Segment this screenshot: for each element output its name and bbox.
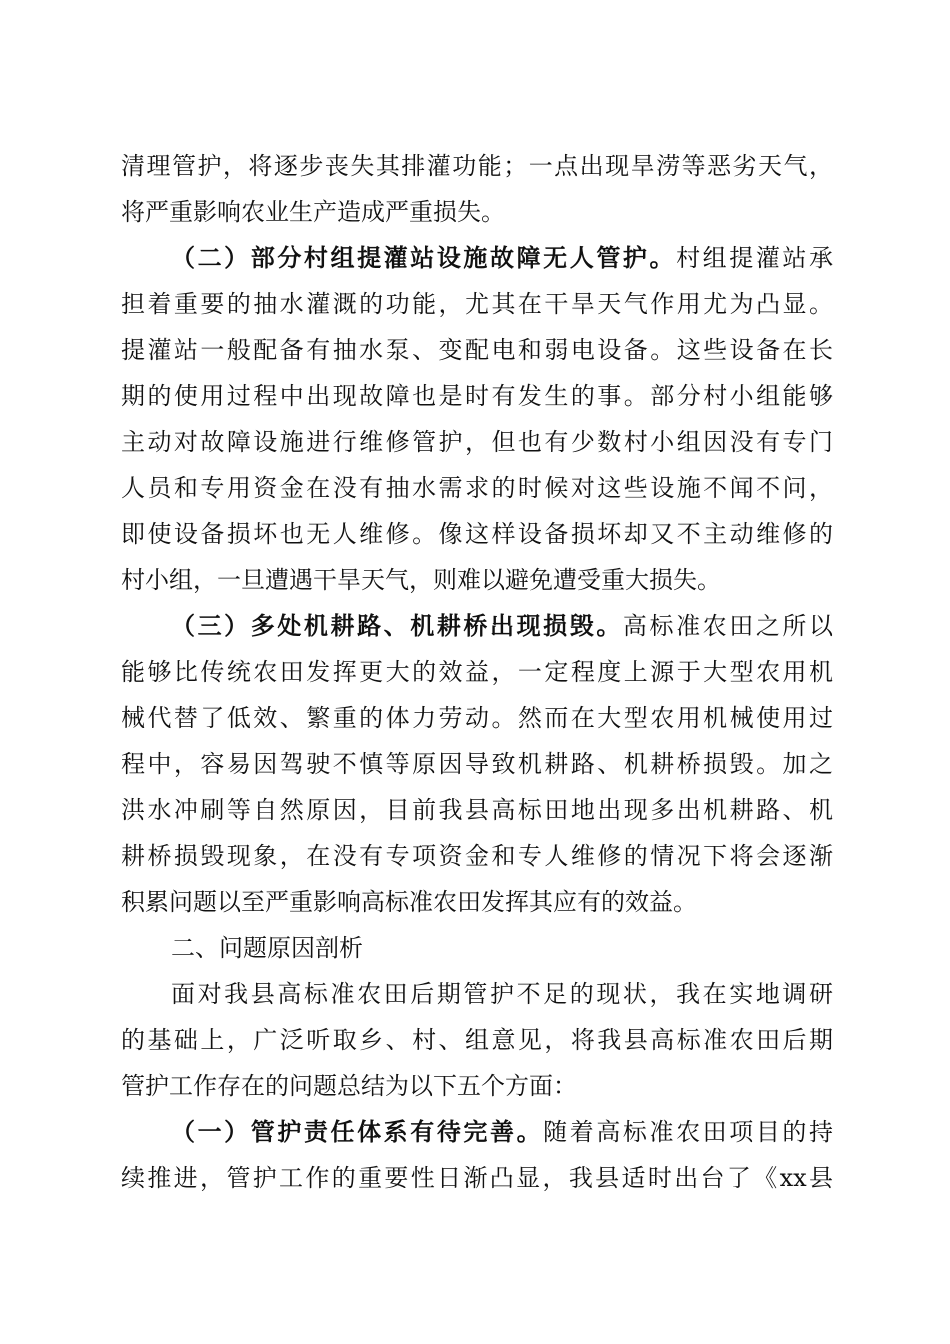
text-line: 清理管护，将逐步丧失其排灌功能；一点出现旱涝等恶劣天气， (121, 152, 833, 180)
paragraph-start (171, 1108, 833, 1156)
text-line: 耕桥损毁现象，在没有专项资金和专人维修的情况下将会逐渐 (121, 842, 833, 870)
text-line: 即使设备损坏也无人维修。像这样设备损坏却又不主动维修的 (121, 520, 833, 548)
text-line: 主动对故障设施进行维修管护，但也有少数村小组因没有专门 (121, 428, 833, 456)
section-heading: 二、问题原因剖析 (171, 934, 363, 962)
text-line: 担着重要的抽水灌溉的功能，尤其在干旱天气作用尤为凸显。 (121, 290, 833, 318)
text-line: 械代替了低效、繁重的体力劳动。然而在大型农用机械使用过 (121, 704, 833, 732)
text-line: 积累问题以至严重影响高标准农田发挥其应有的效益。 (121, 888, 697, 916)
text-line: 管护工作存在的问题总结为以下五个方面： (121, 1072, 577, 1100)
text-line: 续推进，管护工作的重要性日渐凸显，我县适时出台了《xx县 (121, 1164, 833, 1192)
paragraph-heading: （二）部分村组提灌站设施故障无人管护。 (171, 243, 677, 272)
text-line: 期的使用过程中出现故障也是时有发生的事。部分村小组能够 (121, 382, 833, 410)
paragraph-text: 随着高标准农田项目的持 (543, 1118, 833, 1146)
paragraph-start (171, 234, 833, 282)
text-line: 提灌站一般配备有抽水泵、变配电和弱电设备。这些设备在长 (121, 336, 833, 364)
text-line: 能够比传统农田发挥更大的效益，一定程度上源于大型农用机 (121, 658, 833, 686)
paragraph-start: 面对我县高标准农田后期管护不足的现状，我在实地调研 (171, 980, 833, 1008)
paragraph-heading: （一）管护责任体系有待完善。 (171, 1117, 544, 1146)
paragraph-text: 村组提灌站承 (676, 244, 833, 272)
text-line: 将严重影响农业生产造成严重损失。 (121, 198, 505, 226)
text-line: 洪水冲刷等自然原因，目前我县高标田地出现多出机耕路、机 (121, 796, 833, 824)
paragraph-heading: （三）多处机耕路、机耕桥出现损毁。 (171, 611, 623, 640)
text-line: 程中，容易因驾驶不慎等原因导致机耕路、机耕桥损毁。加之 (121, 750, 833, 778)
text-line: 人员和专用资金在没有抽水需求的时候对这些设施不闻不问， (121, 474, 833, 502)
paragraph-text: 高标准农田之所以 (622, 612, 833, 640)
text-line: 村小组，一旦遭遇干旱天气，则难以避免遭受重大损失。 (121, 566, 721, 594)
paragraph-start (171, 602, 833, 650)
text-line: 的基础上，广泛听取乡、村、组意见，将我县高标准农田后期 (121, 1026, 833, 1054)
